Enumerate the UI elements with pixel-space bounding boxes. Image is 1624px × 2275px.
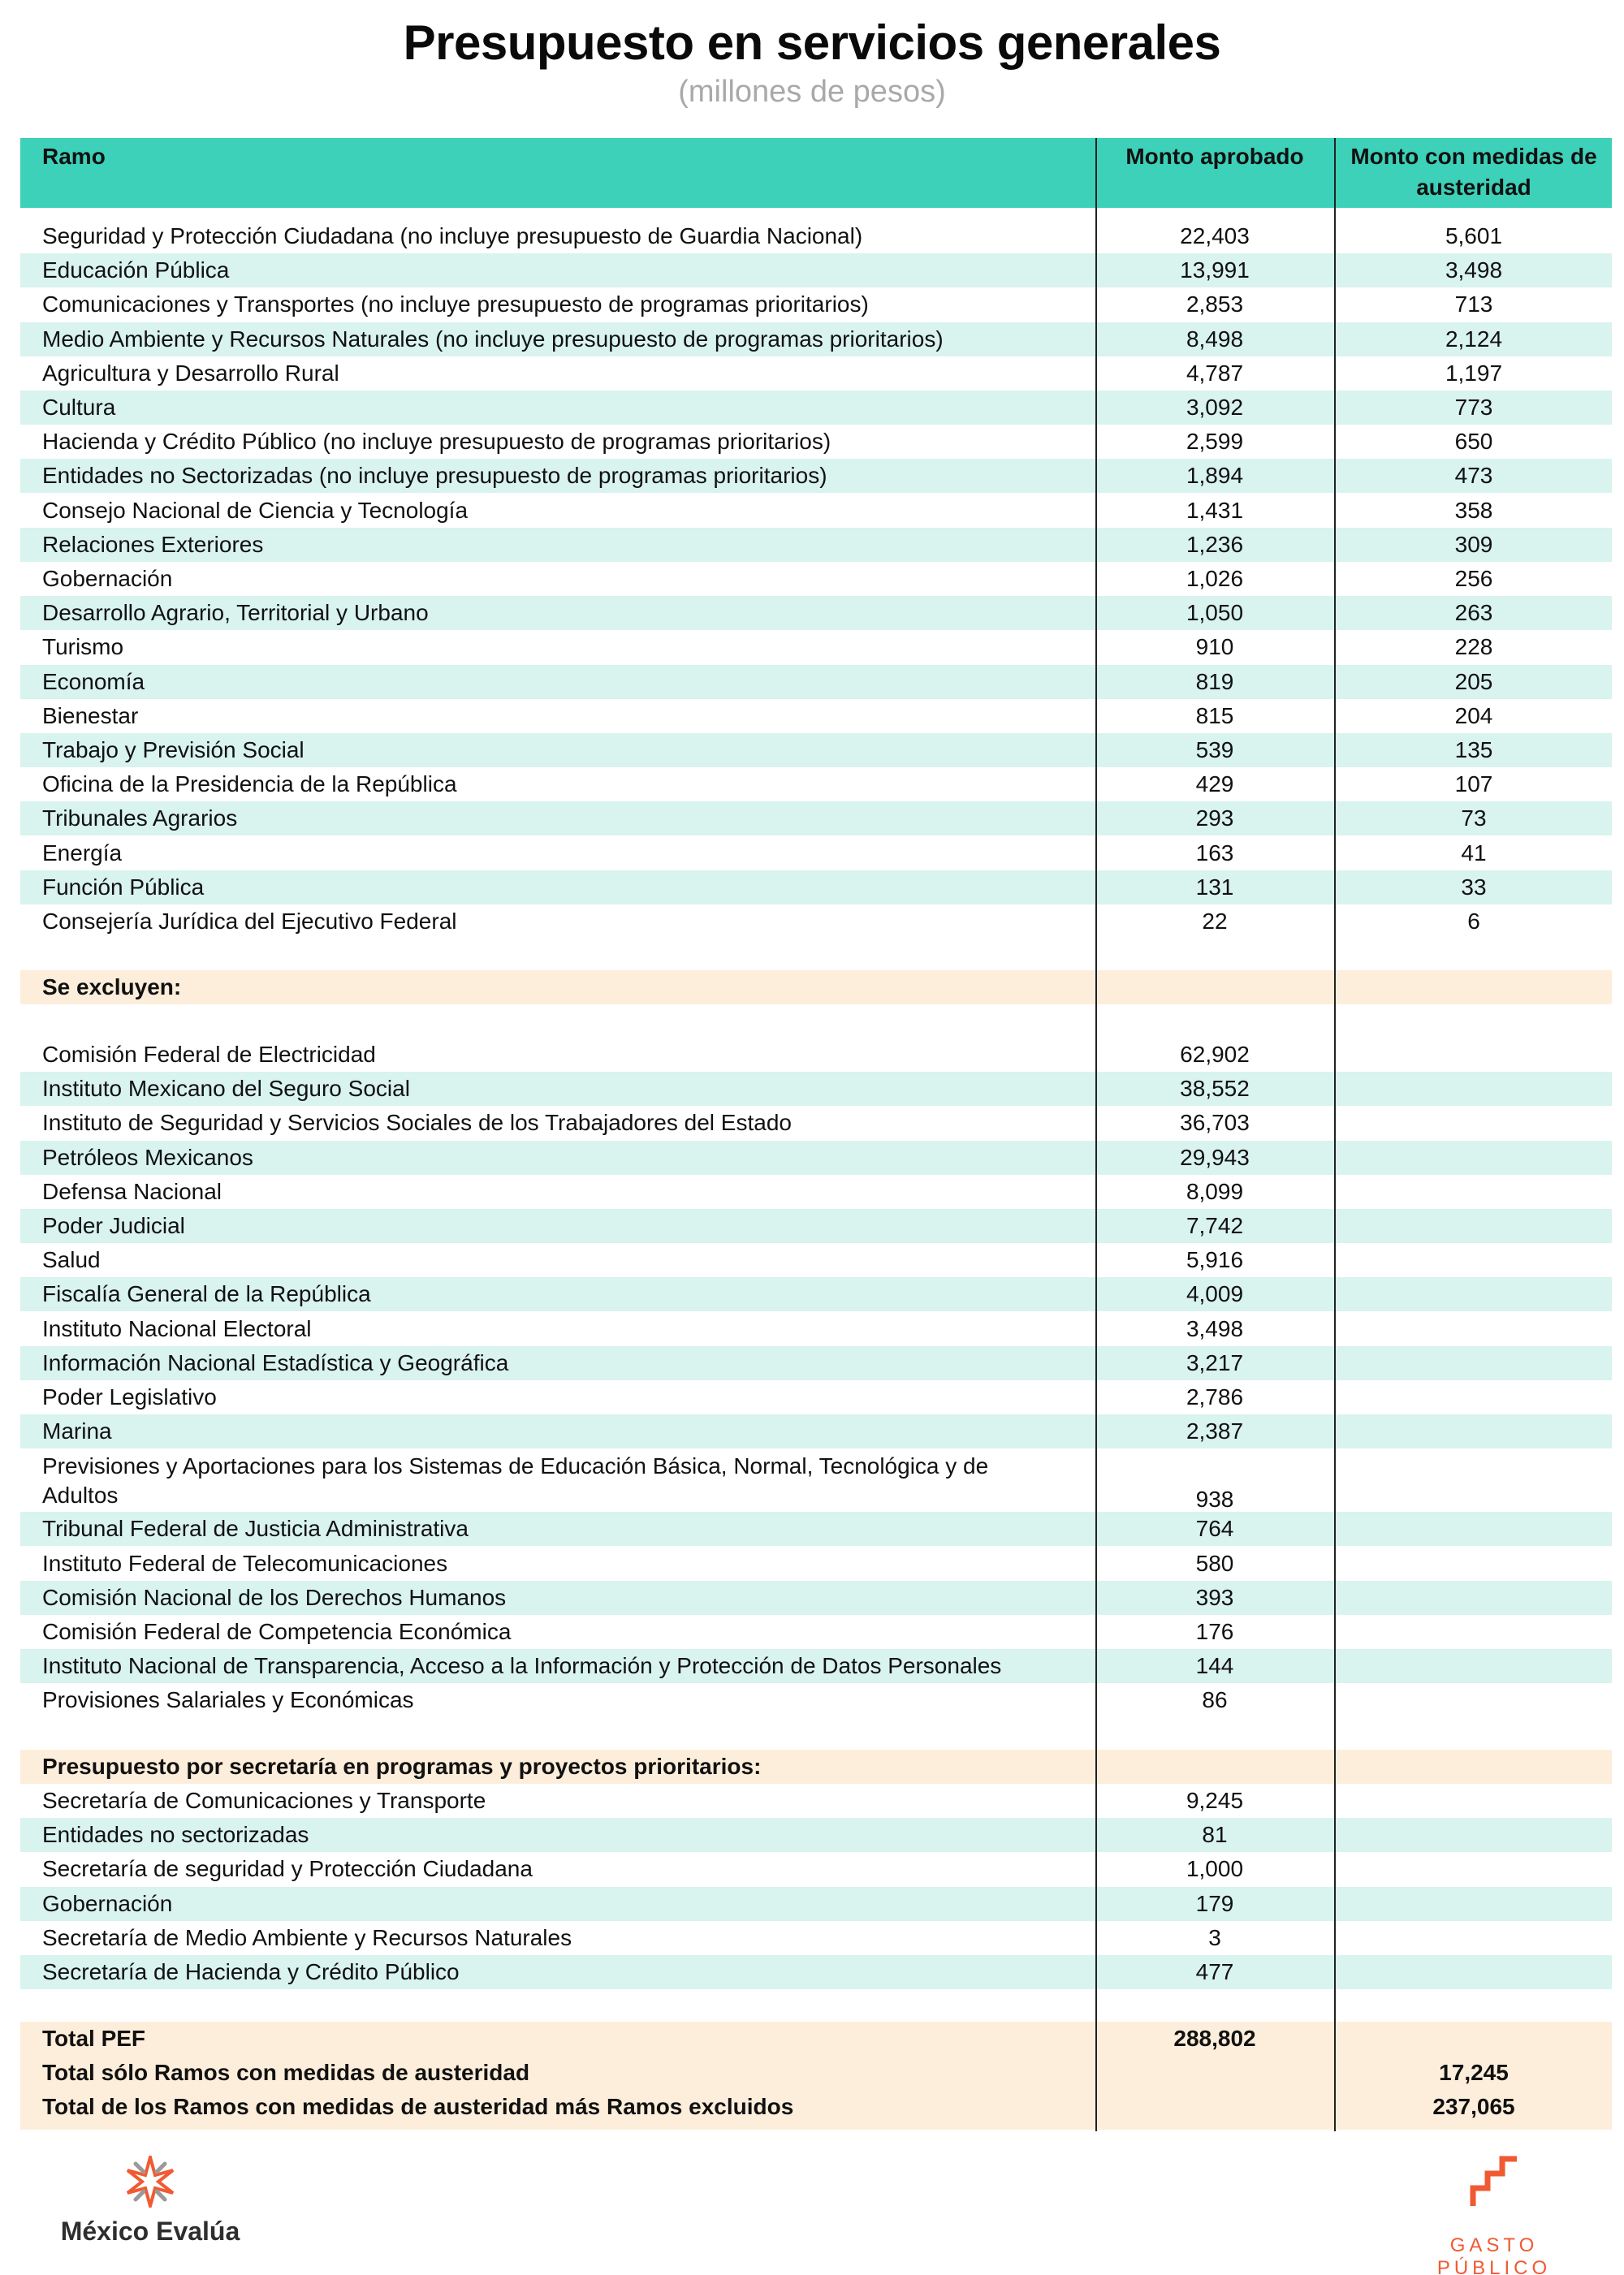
star-burst-icon [124, 2156, 176, 2208]
monto-aprobado: 819 [1195, 668, 1234, 694]
monto-austeridad: 1,197 [1445, 360, 1503, 386]
monto-aprobado: 1,236 [1186, 531, 1244, 557]
monto-austeridad: 2,124 [1445, 326, 1503, 352]
ramo-name: Oficina de la Presidencia de la República [42, 771, 457, 797]
total-combined-value: 237,065 [1432, 2094, 1515, 2119]
table-row [20, 596, 1612, 630]
table-row [20, 1277, 1612, 1311]
monto-aprobado: 293 [1195, 805, 1234, 831]
table-row [20, 219, 1612, 253]
mexico-evalua-logo [57, 2156, 244, 2247]
column-header-ramo: Ramo [42, 144, 106, 169]
monto-aprobado: 1,050 [1186, 600, 1244, 626]
monto-aprobado: 3 [1208, 1924, 1221, 1950]
table-row [20, 1852, 1612, 1886]
ramo-name: Petróleos Mexicanos [42, 1144, 253, 1170]
monto-aprobado: 3,092 [1186, 395, 1244, 420]
monto-aprobado: 144 [1195, 1653, 1234, 1679]
totals-band [20, 2022, 1612, 2130]
ramo-name: Gobernación [42, 1890, 173, 1916]
monto-aprobado: 477 [1195, 1959, 1234, 1984]
total-austeridad-label: Total sólo Ramos con medidas de austeridad [42, 2060, 530, 2085]
monto-aprobado: 38,552 [1180, 1076, 1250, 1102]
ramo-name: Provisiones Salariales y Económicas [42, 1687, 414, 1713]
table-row [20, 1581, 1612, 1615]
ramo-name: Secretaría de seguridad y Protección Ciudadana [42, 1856, 533, 1882]
monto-aprobado: 2,599 [1186, 429, 1244, 455]
monto-austeridad: 5,601 [1445, 223, 1503, 248]
ramo-name: Instituto Nacional Electoral [42, 1315, 312, 1341]
ramo-name: Entidades no sectorizadas [42, 1822, 309, 1848]
monto-austeridad: 33 [1461, 874, 1487, 900]
gasto-publico-name: GASTO PÚBLICO [1436, 2234, 1552, 2275]
ramo-name: Instituto de Seguridad y Servicios Sociales de los Trabajadores del Estado [42, 1110, 792, 1136]
ramo-name: Tribunales Agrarios [42, 805, 238, 831]
monto-aprobado: 764 [1195, 1516, 1234, 1542]
monto-austeridad: 773 [1454, 395, 1493, 420]
monto-austeridad: 473 [1454, 463, 1493, 489]
monto-aprobado: 176 [1195, 1619, 1234, 1644]
ramo-name: Comisión Federal de Competencia Económica [42, 1619, 512, 1644]
table-row [20, 665, 1612, 699]
table-row [20, 287, 1612, 322]
ramo-name: Gobernación [42, 566, 173, 591]
monto-aprobado: 29,943 [1180, 1144, 1250, 1170]
stairs-icon [1468, 2156, 1520, 2208]
monto-aprobado: 8,498 [1186, 326, 1244, 352]
ramo-name: Previsiones y Aportaciones para los Sistemas de Educación Básica, Normal, Tecnológica y de Adultos [42, 1453, 989, 1509]
monto-aprobado: 1,026 [1186, 566, 1244, 591]
monto-austeridad: 6 [1467, 909, 1480, 934]
monto-austeridad: 73 [1461, 805, 1487, 831]
monto-aprobado: 580 [1195, 1550, 1234, 1576]
table-row [20, 1072, 1612, 1106]
gasto-publico-logo [1397, 2156, 1592, 2275]
table-row [20, 425, 1612, 459]
monto-austeridad: 256 [1454, 566, 1493, 591]
monto-aprobado: 815 [1195, 702, 1234, 728]
monto-austeridad: 3,498 [1445, 257, 1503, 283]
monto-aprobado: 9,245 [1186, 1788, 1244, 1813]
table-row [20, 904, 1612, 939]
ramo-name: Turismo [42, 634, 124, 660]
monto-austeridad: 358 [1454, 497, 1493, 523]
ramo-name: Medio Ambiente y Recursos Naturales (no incluye presupuesto de programas prioritarios) [42, 326, 944, 352]
ramo-name: Secretaría de Comunicaciones y Transporte [42, 1788, 486, 1813]
ramo-name: Fiscalía General de la República [42, 1281, 371, 1307]
ramo-name: Entidades no Sectorizadas (no incluye presupuesto de programas prioritarios) [42, 463, 827, 489]
monto-austeridad: 107 [1454, 771, 1493, 797]
monto-aprobado: 3,498 [1186, 1315, 1244, 1341]
monto-austeridad: 650 [1454, 429, 1493, 455]
total-austeridad-value: 17,245 [1439, 2060, 1509, 2085]
monto-aprobado: 539 [1195, 737, 1234, 762]
monto-aprobado: 22,403 [1180, 223, 1250, 248]
monto-austeridad: 713 [1454, 291, 1493, 317]
ramo-name: Educación Pública [42, 257, 230, 283]
section-header-priority [20, 1750, 1612, 1784]
ramo-name: Agricultura y Desarrollo Rural [42, 360, 339, 386]
table-row [20, 1209, 1612, 1243]
table-row [20, 1547, 1612, 1581]
ramo-name: Secretaría de Hacienda y Crédito Público [42, 1959, 460, 1984]
page-subtitle: (millones de pesos) [678, 75, 946, 109]
table-row [20, 322, 1612, 356]
ramo-name: Comunicaciones y Transportes (no incluye presupuesto de programas prioritarios) [42, 291, 869, 317]
table-row [20, 767, 1612, 801]
ramo-name: Instituto Nacional de Transparencia, Acceso a la Información y Protección de Datos Personales [42, 1653, 1002, 1679]
ramo-name: Función Pública [42, 874, 205, 900]
monto-aprobado: 2,387 [1186, 1418, 1244, 1444]
table-row [20, 1512, 1612, 1546]
table-row [20, 1649, 1612, 1683]
monto-austeridad: 135 [1454, 737, 1493, 762]
column-header-monto-aprobado: Monto aprobado [1125, 144, 1304, 169]
table-row [20, 494, 1612, 528]
table-row [20, 528, 1612, 562]
column-divider-1 [1095, 138, 1097, 2131]
monto-aprobado: 8,099 [1186, 1178, 1244, 1204]
total-combined-label: Total de los Ramos con medidas de austeridad más Ramos excluidos [42, 2094, 794, 2119]
table-row [20, 459, 1612, 493]
table-row [20, 1106, 1612, 1140]
table-row [20, 1784, 1612, 1818]
monto-aprobado: 81 [1202, 1822, 1228, 1848]
monto-aprobado: 86 [1202, 1687, 1228, 1713]
monto-aprobado: 393 [1195, 1584, 1234, 1610]
ramo-name: Trabajo y Previsión Social [42, 737, 304, 762]
monto-austeridad: 41 [1461, 840, 1487, 866]
ramo-name: Economía [42, 668, 145, 694]
table-row [20, 1955, 1612, 1989]
ramo-name: Marina [42, 1418, 112, 1444]
ramo-name: Bienestar [42, 702, 139, 728]
ramo-name: Desarrollo Agrario, Territorial y Urbano [42, 600, 429, 626]
column-divider-2 [1334, 138, 1336, 2131]
monto-austeridad: 204 [1454, 702, 1493, 728]
monto-aprobado: 62,902 [1180, 1042, 1250, 1067]
table-row [20, 870, 1612, 904]
table-row [20, 1380, 1612, 1414]
ramo-name: Consejo Nacional de Ciencia y Tecnología [42, 497, 469, 523]
ramo-name: Instituto Mexicano del Seguro Social [42, 1076, 410, 1102]
monto-aprobado: 7,742 [1186, 1213, 1244, 1238]
section-label: Se excluyen: [42, 974, 182, 999]
table-row [20, 1615, 1612, 1649]
monto-aprobado: 938 [1195, 1487, 1234, 1513]
ramo-name: Salud [42, 1247, 101, 1273]
column-header-monto-austeridad: Monto con medidas de austeridad [1350, 144, 1597, 200]
ramo-name: Poder Legislativo [42, 1384, 217, 1409]
ramo-name: Seguridad y Protección Ciudadana (no incluye presupuesto de Guardia Nacional) [42, 223, 863, 248]
table-header [20, 138, 1612, 208]
table-row [20, 253, 1612, 287]
total-pef-value: 288,802 [1173, 2026, 1256, 2051]
page-title: Presupuesto en servicios generales [403, 15, 1221, 70]
monto-aprobado: 4,787 [1186, 360, 1244, 386]
total-pef-label: Total PEF [42, 2026, 146, 2051]
monto-aprobado: 2,853 [1186, 291, 1244, 317]
table-row [20, 630, 1612, 664]
table-row [20, 356, 1612, 391]
table-row [20, 1414, 1612, 1448]
ramo-name: Consejería Jurídica del Ejecutivo Federal [42, 909, 457, 934]
table-row [20, 1141, 1612, 1175]
table-row [20, 1243, 1612, 1277]
monto-aprobado: 163 [1195, 840, 1234, 866]
ramo-name: Defensa Nacional [42, 1178, 222, 1204]
monto-aprobado: 36,703 [1180, 1110, 1250, 1136]
mexico-evalua-name: México Evalúa [60, 2217, 240, 2246]
ramo-name: Información Nacional Estadística y Geográfica [42, 1349, 509, 1375]
ramo-name: Cultura [42, 395, 116, 420]
monto-aprobado: 1,894 [1186, 463, 1244, 489]
monto-austeridad: 263 [1454, 600, 1493, 626]
monto-aprobado: 5,916 [1186, 1247, 1244, 1273]
table-row [20, 1448, 1612, 1517]
ramo-name: Poder Judicial [42, 1213, 185, 1238]
ramo-name: Relaciones Exteriores [42, 531, 264, 557]
monto-aprobado: 4,009 [1186, 1281, 1244, 1307]
table-row [20, 1312, 1612, 1346]
monto-aprobado: 131 [1195, 874, 1234, 900]
ramo-name: Comisión Nacional de los Derechos Humanos [42, 1584, 507, 1610]
monto-austeridad: 309 [1454, 531, 1493, 557]
monto-austeridad: 205 [1454, 668, 1493, 694]
table-row [20, 1038, 1612, 1072]
table-row [20, 801, 1612, 835]
monto-aprobado: 13,991 [1180, 257, 1250, 283]
monto-aprobado: 910 [1195, 634, 1234, 660]
ramo-name: Energía [42, 840, 123, 866]
section-label: Presupuesto por secretaría en programas y proyectos prioritarios: [42, 1754, 762, 1779]
monto-aprobado: 1,000 [1186, 1856, 1244, 1882]
section-header-excluded [20, 970, 1612, 1004]
monto-aprobado: 429 [1195, 771, 1234, 797]
ramo-name: Instituto Federal de Telecomunicaciones [42, 1550, 448, 1576]
ramo-name: Comisión Federal de Electricidad [42, 1042, 376, 1067]
monto-aprobado: 2,786 [1186, 1384, 1244, 1409]
table-row [20, 1887, 1612, 1921]
ramo-name: Hacienda y Crédito Público (no incluye presupuesto de programas prioritarios) [42, 429, 831, 455]
monto-aprobado: 179 [1195, 1890, 1234, 1916]
table-row [20, 1683, 1612, 1717]
monto-aprobado: 22 [1202, 909, 1228, 934]
table-row [20, 1921, 1612, 1955]
monto-austeridad: 228 [1454, 634, 1493, 660]
table-row [20, 699, 1612, 733]
table-row [20, 1346, 1612, 1380]
table-row [20, 1175, 1612, 1209]
monto-aprobado: 3,217 [1186, 1349, 1244, 1375]
ramo-name: Secretaría de Medio Ambiente y Recursos Naturales [42, 1924, 572, 1950]
table-row [20, 836, 1612, 870]
table-row [20, 562, 1612, 596]
table-row [20, 391, 1612, 425]
table-row [20, 1818, 1612, 1852]
monto-aprobado: 1,431 [1186, 497, 1244, 523]
ramo-name: Tribunal Federal de Justicia Administrativa [42, 1516, 469, 1542]
table-row [20, 733, 1612, 767]
